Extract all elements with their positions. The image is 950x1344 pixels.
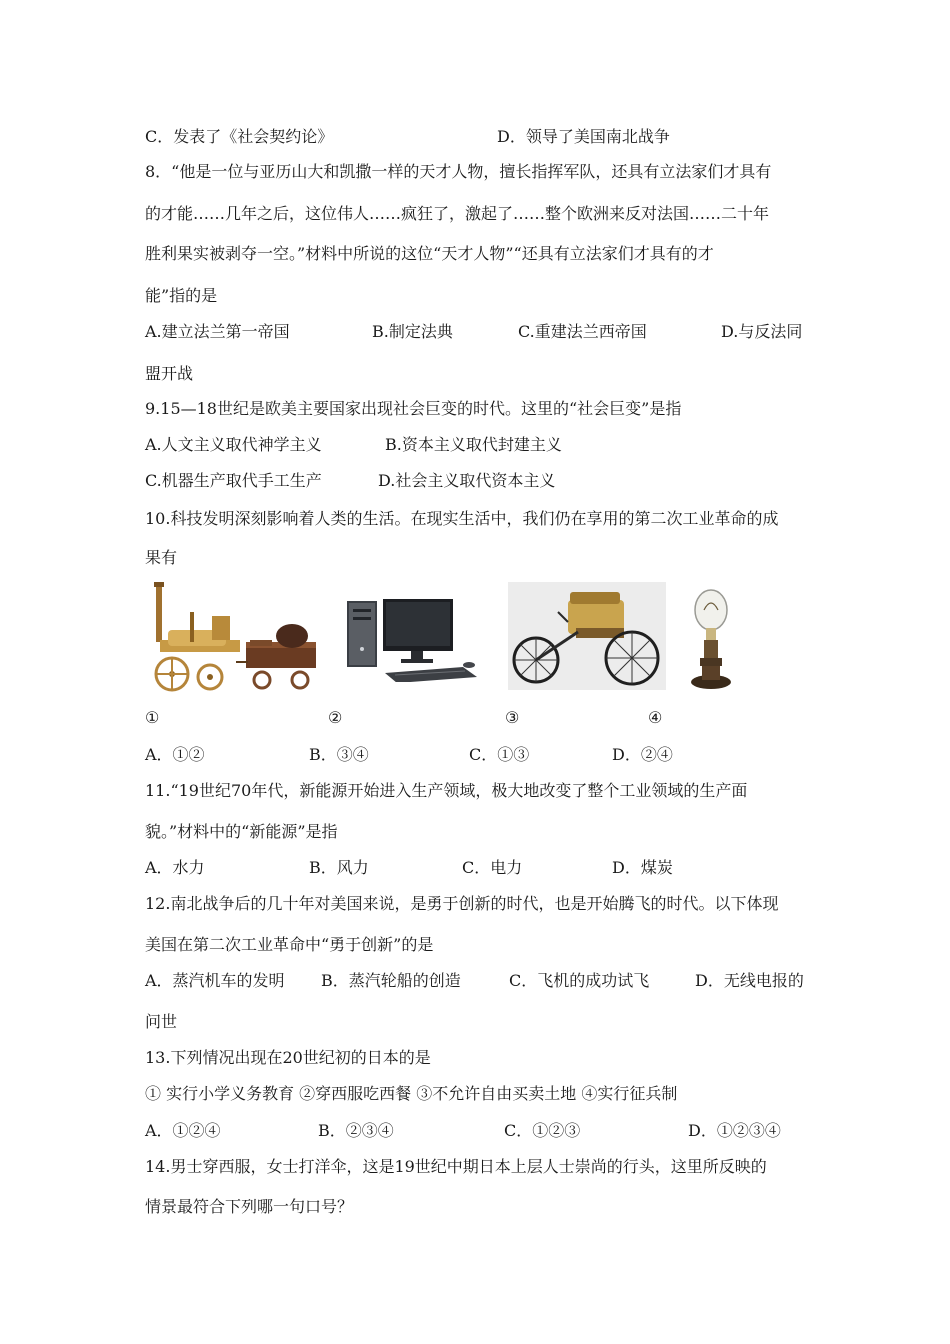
q10-stem-line2: 果有 bbox=[145, 548, 178, 567]
q8-stem-line4: 能”指的是 bbox=[145, 286, 218, 305]
image-label-1: ① bbox=[145, 708, 160, 727]
q14-stem-line1: 14.男士穿西服，女士打洋伞，这是19世纪中期日本上层人士崇尚的行头，这里所反映的 bbox=[145, 1157, 767, 1176]
early-automobile-image bbox=[508, 582, 666, 690]
q13-option-d: D．①②③④ bbox=[688, 1121, 781, 1140]
q9-option-b: B.资本主义取代封建主义 bbox=[385, 435, 562, 454]
q13-stem: 13.下列情况出现在20世纪初的日本的是 bbox=[145, 1048, 431, 1067]
q12-stem-line2: 美国在第二次工业革命中“勇于创新”的是 bbox=[145, 935, 434, 954]
q11-option-b: B．风力 bbox=[309, 858, 369, 877]
q13-items: ① 实行小学义务教育 ②穿西服吃西餐 ③不允许自由买卖土地 ④实行征兵制 bbox=[145, 1084, 678, 1103]
q7-option-d: D．领导了美国南北战争 bbox=[497, 127, 670, 146]
q8-option-d: D.与反法同 bbox=[721, 322, 803, 341]
q11-option-c: C．电力 bbox=[462, 858, 523, 877]
q12-stem-line1: 12.南北战争后的几十年对美国来说，是勇于创新的时代，也是开始腾飞的时代。以下体现 bbox=[145, 894, 779, 913]
q10-option-c: C．①③ bbox=[469, 745, 530, 764]
light-bulb-image bbox=[684, 582, 738, 692]
q10-option-d: D．②④ bbox=[612, 745, 673, 764]
q10-stem-line1: 10.科技发明深刻影响着人类的生活。在现实生活中，我们仍在享用的第二次工业革命的成 bbox=[145, 509, 779, 528]
q9-option-c: C.机器生产取代手工生产 bbox=[145, 471, 322, 490]
q13-option-b: B．②③④ bbox=[318, 1121, 394, 1140]
q9-option-d: D.社会主义取代资本主义 bbox=[378, 471, 556, 490]
q11-option-a: A．水力 bbox=[145, 858, 205, 877]
q12-option-d: D．无线电报的 bbox=[695, 971, 804, 990]
q13-option-a: A．①②④ bbox=[145, 1121, 221, 1140]
computer-image bbox=[345, 597, 480, 682]
q11-stem-line2: 貌。”材料中的“新能源”是指 bbox=[145, 822, 338, 841]
q12-option-d-continued: 问世 bbox=[145, 1012, 178, 1031]
q12-option-c: C．飞机的成功试飞 bbox=[509, 971, 650, 990]
q8-stem-line2: 的才能……几年之后，这位伟人……疯狂了，激起了……整个欧洲来反对法国……二十年 bbox=[145, 204, 770, 223]
q11-stem-line1: 11.“19世纪70年代，新能源开始进入生产领域，极大地改变了整个工业领域的生产面 bbox=[145, 781, 748, 800]
q13-option-c: C．①②③ bbox=[504, 1121, 581, 1140]
image-label-4: ④ bbox=[648, 708, 663, 727]
q7-option-c: C．发表了《社会契约论》 bbox=[145, 127, 334, 146]
q8-stem-line1: 8．“他是一位与亚历山大和凯撒一样的天才人物，擅长指挥军队，还具有立法家们才具有 bbox=[145, 162, 772, 181]
q9-option-a: A.人文主义取代神学主义 bbox=[145, 435, 322, 454]
q8-option-a: A.建立法兰第一帝国 bbox=[145, 322, 290, 341]
q10-option-a: A．①② bbox=[145, 745, 205, 764]
q8-option-c: C.重建法兰西帝国 bbox=[518, 322, 647, 341]
image-label-2: ② bbox=[328, 708, 343, 727]
q12-option-a: A．蒸汽机车的发明 bbox=[145, 971, 285, 990]
q8-stem-line3: 胜利果实被剥夺一空。”材料中所说的这位“天才人物”“还具有立法家们才具有的才 bbox=[145, 244, 714, 263]
q8-option-d-continued: 盟开战 bbox=[145, 364, 194, 383]
q14-stem-line2: 情景最符合下列哪一句口号？ bbox=[145, 1197, 354, 1216]
q10-option-b: B．③④ bbox=[309, 745, 369, 764]
q8-option-b: B.制定法典 bbox=[372, 322, 453, 341]
q9-stem: 9.15—18世纪是欧美主要国家出现社会巨变的时代。这里的“社会巨变”是指 bbox=[145, 399, 682, 418]
image-label-3: ③ bbox=[505, 708, 520, 727]
q12-option-b: B．蒸汽轮船的创造 bbox=[321, 971, 461, 990]
q11-option-d: D．煤炭 bbox=[612, 858, 673, 877]
steam-locomotive-image bbox=[150, 582, 320, 692]
